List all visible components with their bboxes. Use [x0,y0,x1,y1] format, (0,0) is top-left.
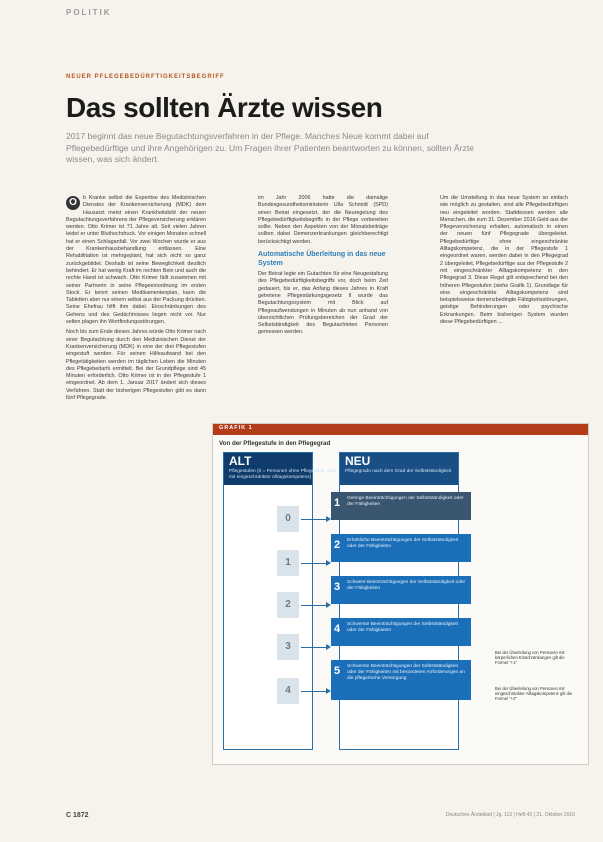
section-label: POLITIK [66,8,112,17]
column-2 [258,195,388,340]
stufe-box: 4 [277,678,299,704]
stufe-box: 1 [277,550,299,576]
magazine-footer: Deutsches Ärzteblatt | Jg. 113 | Heft 42 | 21. Oktober 2016 [445,812,575,818]
alt-label: ALT [229,454,252,468]
dropcap: O [66,196,80,210]
legend-note: Bei der Überleitung von Personen mit körperlichen Einschränkungen gilt die Formel "+1" [495,650,565,666]
paragraph: Der Beirat legte ein Gutachten für eine Neugestaltung des Pflegebedürftigkeitsbegriffs vor, doch beim Zeit gedauert, bis er, das Anfang dieses Jahres in Kraft getretene Pflegestärkungsgesetz II wurde das Begutachtungssystem mit Blick auf Pflegeaufwendungen in Minuten ab nun anhand von übersichtlichen Prüfungsbereichen der Grad der Selbstständigkeit des Begutachteten Personen gemessen werden. [258,271,388,336]
arrow [301,519,327,520]
paragraph: Um die Umstellung in das neue System so einfach wie möglich zu gestalten, sind alle Pflegebedürftigen neu eingeleitet worden. Stattdessen werden alle Menschen, die zum 31. Dezember 2016 Geld aus der Pflegeversicherung erhalten, automatisch in einen der neuen fünf Pflegegrade übergeleitet. Pflegebedürftige ohne eingeschränkte Alltagskompetenz, die in der Pflegestufe 1 eingeordnet waren, werden dabei in den Pflegegrad 2 übergeleitet, Pflegebedürftige aus der Pflegestufe 2 mit eingeschränkter Alltagskompetenz in den Pflegegrad 3. Diese Regel gilt entsprechend bei den höheren Pflegestufen (siehe Grafik 1). Grundlage für eine eingeschränkte Alltagskompetenz sind beispielsweise demenzbedingte Fähigkeitsstörungen, geistige Behinderungen oder psychische Erkrankungen. Beim bisherigen System wurden diese Pflegebedürftigen ... [440,195,568,326]
arrow [301,691,327,692]
pflegegrad-box: 5 Schwerste Beeinträchtigungen der Selbstständigkeit oder der Fähigkeiten mit besonderen Anforderungen an die pflegerische Versorgung [331,660,471,700]
page-number: C 1872 [66,812,89,819]
arrow [301,563,327,564]
graphic-box [212,423,589,765]
graphic-title: Von der Pflegestufe in den Pflegegrad [219,440,331,447]
paragraph: b Kranke selbst die Expertise des Medizinischen Dienstes der Krankenversicherung (MDK) dem Hausarzt meist einen Krankheitsbild der neuen Begutachtungsverfahrens der Pflegeversicherung erklären werden. Otto Krimer ist 71 Jahre alt. Seit vielen Jahren leidet er unter Bluthochdruck. Vor einigen Monaten schnell hat er einen Schlaganfall. Vor zwei Wochen wurde er aus der Krankenhausbehandlung entlassen. Eine Rehabilitation ist mehrgeplant, hat sich nicht so ganz zurückgebildet. Deshalb ist seine Beweglichkeit deutlich behindert. Er hat wenig Kraft im rechten Bein und auch die rechte Hand ist schwach. Otto Krimer fällt zusammen mit seiner Partnerin in seine Pflegeeinordnung im ersten Stock. Er kennt seinen Medikamentenplan, kann die Tabletten aber nur einem selbst aus der Packung drücken. Seine Ehefrau hilft ihm dabei. Einschränkungen des Gehens und des Gedächtnisses liegen nicht vor. Nur selten plagen ihn Wortfindungsstörungen. [66,195,206,326]
subheading: Automatische Überleitung in das neue System [258,251,386,267]
stufe-box: 2 [277,592,299,618]
headline: Das sollten Ärzte wissen [66,92,383,123]
pflegegrad-box: 4 Schwerste Beeinträchtigungen der Selbstständigkeit oder der Fähigkeiten [331,618,471,646]
stufe-box: 0 [277,506,299,532]
pflegegrad-box: 3 Schwere Beeinträchtigungen der Selbstständigkeit oder der Fähigkeiten [331,576,471,604]
graphic-tag: GRAFIK 1 [213,424,588,435]
paragraph: Noch bis zum Ende dieses Jahres würde Otto Krimer nach einer Begutachtung durch den Medizinischen Dienst der Krankenversicherung (MDK) in eine der drei Pflegestufen eingestuft werden. Für seinen Hilfeaufwand bei den Pflegetätigkeiten werden im täglichen Leben die Minuten des Pflegebedarfs ermittelt. Bei der Grundpflege sind 45 Minuten erforderlich. Otto Krimer ist in der Pflegestufe 1 eingeordnet. Ab dem 1. Januar 2017 ändert sich dieses Verfahren. Statt der bisherigen Pflegestufen gibt es dann fünf Pflegegrade. [66,329,206,402]
arrow [301,605,327,606]
neu-label: NEU [345,454,371,468]
neu-subtitle: Pflegegrade nach dem Grad der Selbstständigkeit [345,469,452,474]
column-1 [66,195,206,405]
arrow [301,647,327,648]
pflegegrad-box: 1 Geringe Beeinträchtigungen der Selbstständigkeit oder der Fähigkeiten [331,492,471,520]
lede: 2017 beginnt das neue Begutachtungsverfahren in der Pflege. Manches Neue kommt dabei auf Pflegebedürftige und ihre Angehörigen zu. Um Fragen ihrer Patienten beantworten zu können, sollten Ärzte wissen, was sich ändert. [66,131,474,164]
column-3 [440,195,568,329]
alt-panel [223,452,337,750]
pflegegrad-box: 2 Erhebliche Beeinträchtigungen der Selbstständigkeit oder der Fähigkeiten [331,534,471,562]
paragraph: im Jahr 2006 hatte die damalige Bundesgesundheitsministerin Ulla Schmidt (SPD) einen Beirat eingesetzt, der die Neuregelung des Pflegebedürftigkeitsbegriffs in der Pflege vorbereiten sollte. Neben den Aspekten von der Monatsbeiträge sollten dabei Demenzerkrankungen gleichberechtigt berücksichtigt werden. [258,195,388,245]
kicker: NEUER PFLEGEBEDÜRFTIGKEITSBEGRIFF [66,74,225,80]
alt-subtitle: Pflegestufen (0 = Personen ohne Pflegestufe, aber mit eingeschränkter Alltagskompetenz) [229,469,337,480]
legend-note: Bei der Überleitung von Personen mit eingeschränkter Alltagskompetenz gilt die Formel "+2" [495,686,573,702]
stufe-box: 3 [277,634,299,660]
